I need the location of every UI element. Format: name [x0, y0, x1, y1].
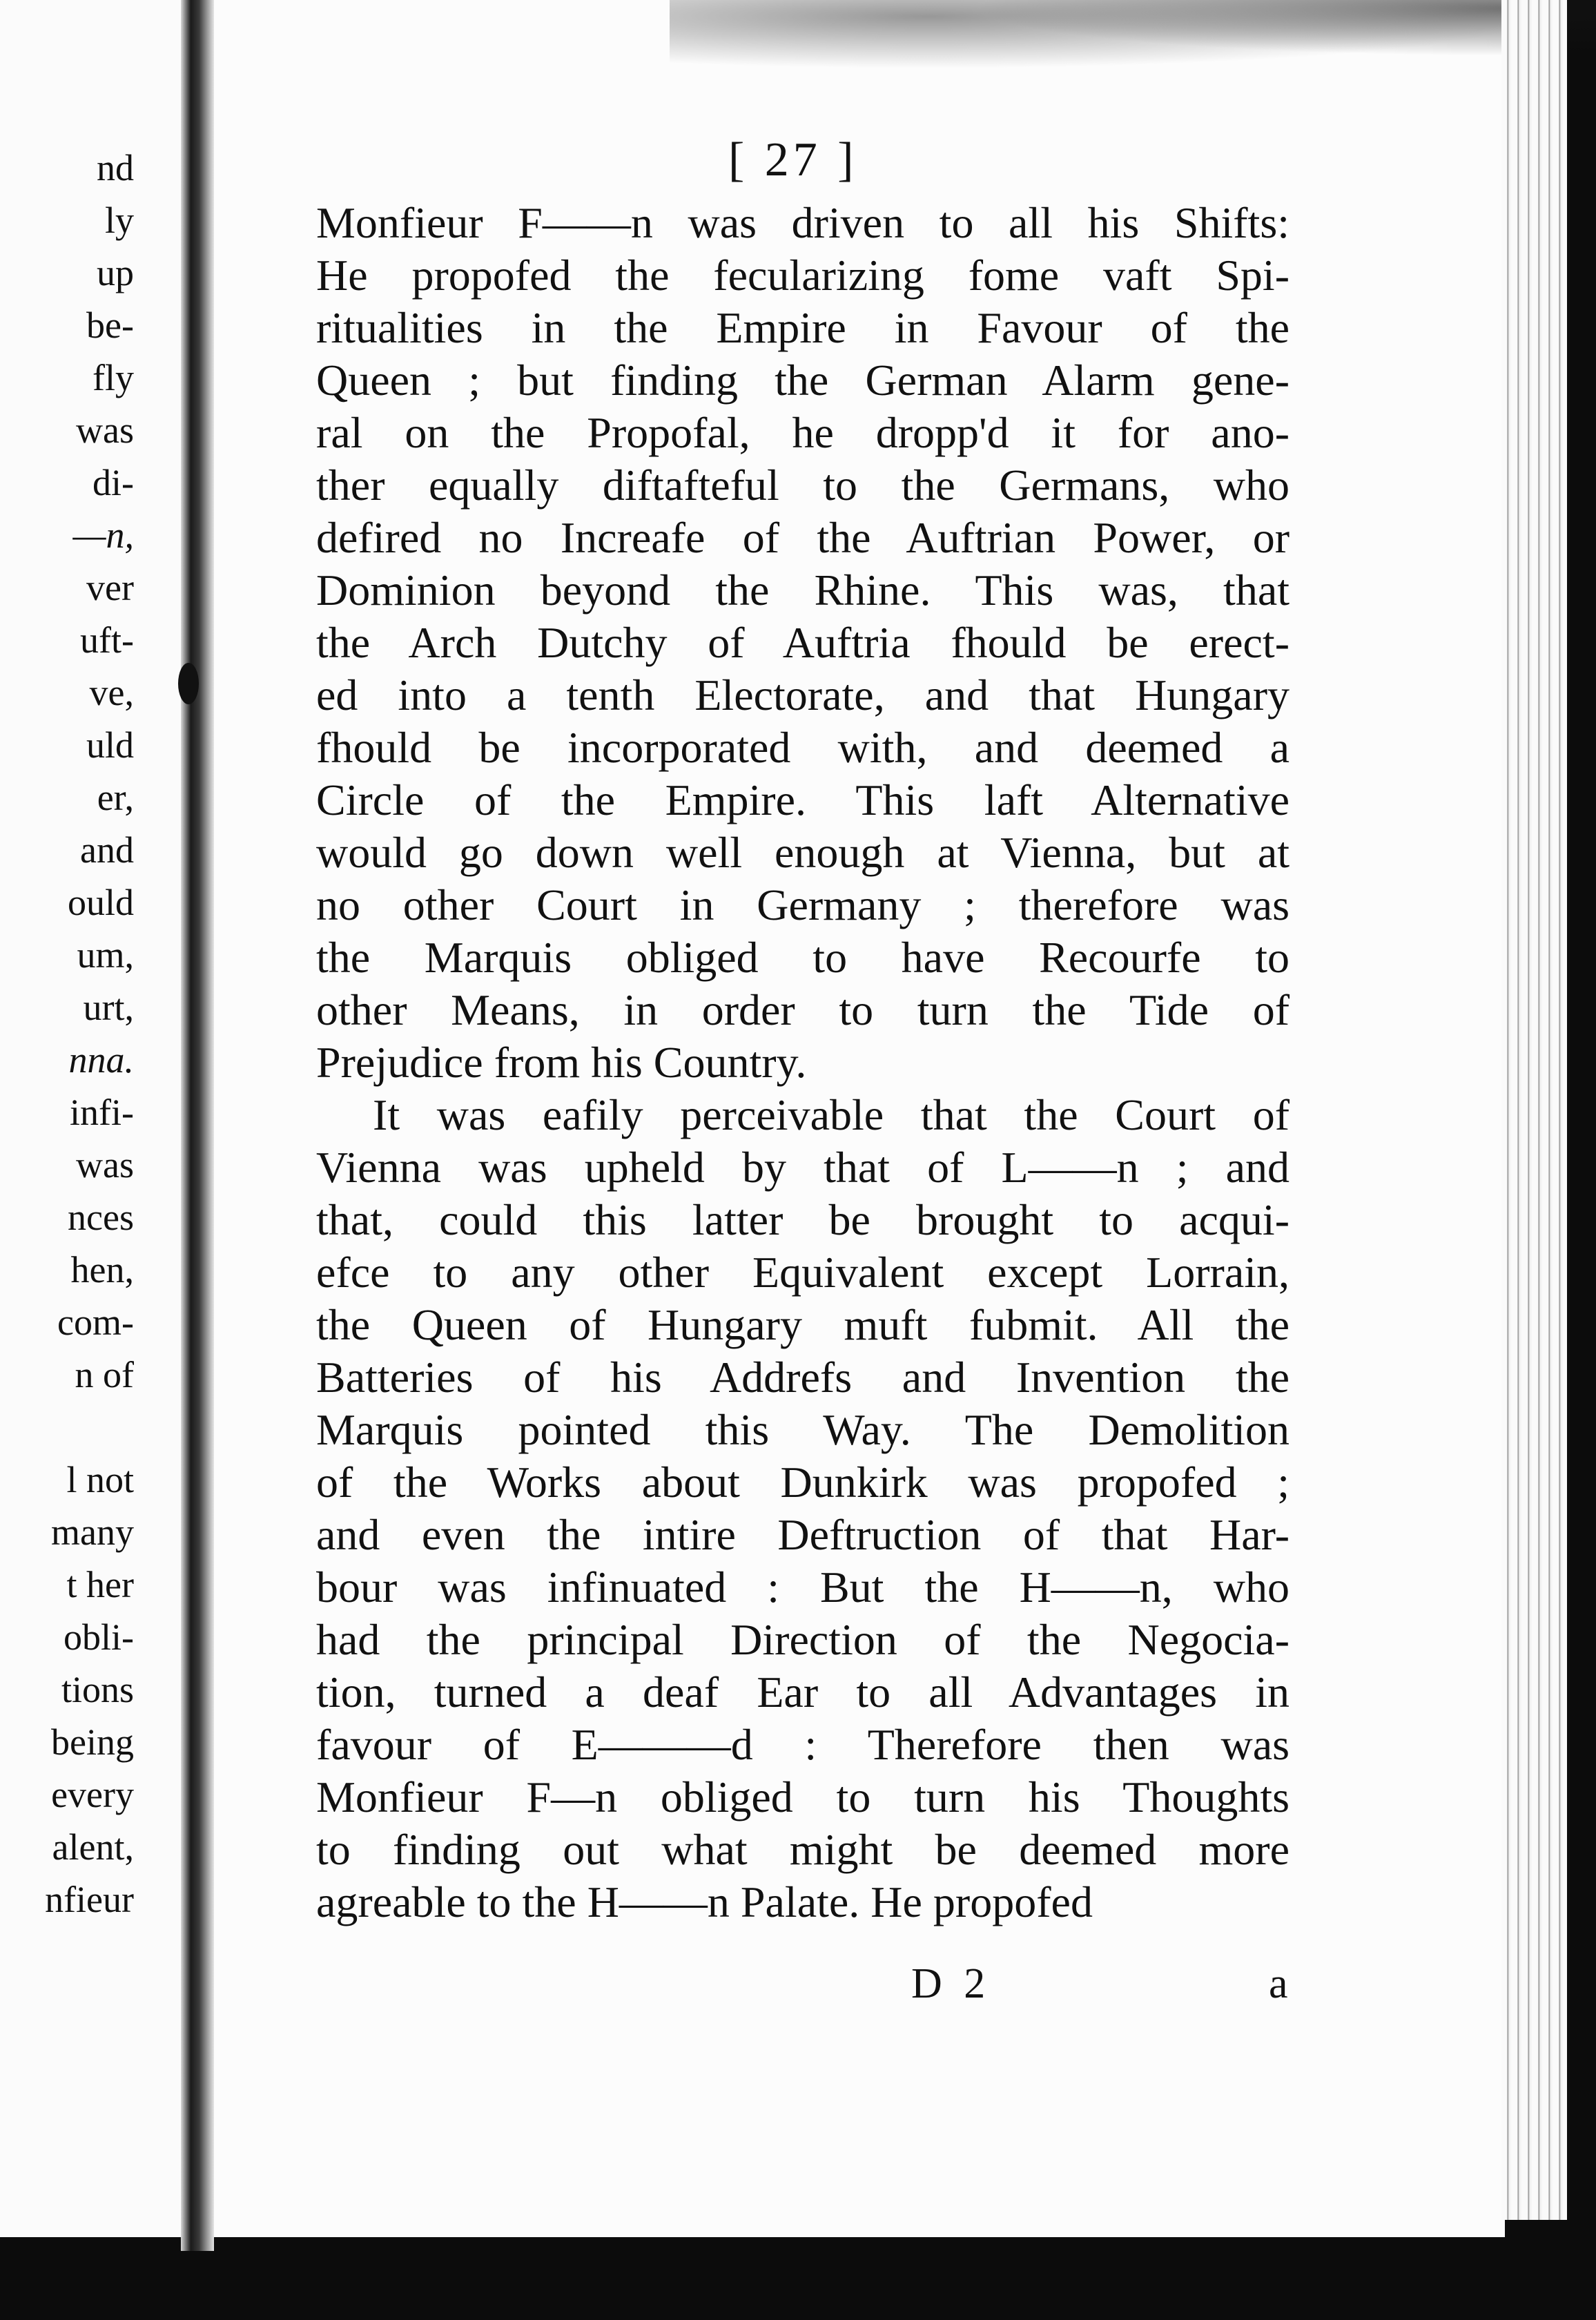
- left-page-fragment: ve,: [89, 672, 134, 713]
- top-smudge: [670, 0, 1596, 83]
- text-line: defired no Increafe of the Auftrian Power, or: [316, 513, 1290, 562]
- text-line: ral on the Propofal, he dropp'd it for ano-: [316, 408, 1290, 457]
- left-page-fragment: com-: [57, 1302, 134, 1343]
- left-page-fragment: be-: [86, 304, 134, 346]
- left-page-fragment: obli-: [64, 1616, 134, 1658]
- left-page-fragment: hen,: [70, 1249, 134, 1290]
- left-page-fragment: nd: [97, 147, 134, 188]
- page-number: [ 27 ]: [728, 133, 858, 186]
- left-page-fragment: many: [51, 1511, 134, 1553]
- left-page-fragment: alent,: [52, 1826, 134, 1868]
- left-page-fragment: tions: [61, 1669, 134, 1710]
- left-page-fragment: nfieur: [45, 1879, 134, 1920]
- text-line: the Marquis obliged to have Recourfe to: [316, 933, 1290, 982]
- catchword: a: [1269, 1960, 1288, 2007]
- text-line: He propofed the fecularizing fome vaft Spi-: [316, 251, 1290, 300]
- left-page-fragment: ould: [67, 882, 134, 923]
- left-page-fragment: urt,: [83, 987, 134, 1028]
- text-line: ritualities in the Empire in Favour of the: [316, 303, 1290, 352]
- text-line: Dominion beyond the Rhine. This was, that: [316, 566, 1290, 615]
- text-line: had the principal Direction of the Negocia-: [316, 1615, 1290, 1664]
- left-page-fragment: —n,: [72, 514, 134, 556]
- left-page-fragment: uld: [86, 724, 134, 766]
- left-page-fragment: ver: [86, 567, 134, 608]
- text-line: Prejudice from his Country.: [316, 1038, 807, 1087]
- text-line: Batteries of his Addrefs and Invention the: [316, 1353, 1290, 1402]
- left-page-fragment: nces: [68, 1197, 134, 1238]
- text-line: of the Works about Dunkirk was propofed ;: [316, 1458, 1290, 1507]
- text-line: Monfieur F——n was driven to all his Shifts:: [316, 198, 1290, 247]
- text-line: Vienna was upheld by that of L——n ; and: [316, 1143, 1290, 1192]
- left-page-fragment: uft-: [80, 619, 134, 661]
- left-page-fragment: being: [51, 1721, 134, 1763]
- left-page-fragment: infi-: [70, 1092, 134, 1133]
- left-page-fragment: di-: [93, 462, 134, 503]
- left-page-fragment: up: [97, 252, 134, 293]
- text-line: fhould be incorporated with, and deemed a: [316, 723, 1290, 772]
- page-edges: [1501, 0, 1567, 2220]
- text-line: that, could this latter be brought to acqui-: [316, 1195, 1290, 1244]
- text-line: the Arch Dutchy of Auftria fhould be erect-: [316, 618, 1290, 667]
- left-page-fragment: was: [76, 1144, 134, 1186]
- text-line: favour of E———d : Therefore then was: [316, 1720, 1290, 1769]
- text-line: tion, turned a deaf Ear to all Advantages in: [316, 1668, 1290, 1717]
- text-line: the Queen of Hungary muft fubmit. All the: [316, 1300, 1290, 1349]
- text-line: to finding out what might be deemed more: [316, 1825, 1290, 1874]
- left-page-fragment: was: [76, 409, 134, 451]
- text-line: Queen ; but finding the German Alarm gene-: [316, 356, 1290, 405]
- left-page-fragment: ly: [104, 200, 134, 241]
- text-line: would go down well enough at Vienna, but at: [316, 828, 1290, 877]
- book-gutter: [181, 0, 214, 2251]
- text-line: Monfieur F—n obliged to turn his Thoughts: [316, 1772, 1290, 1821]
- text-line: other Means, in order to turn the Tide of: [316, 985, 1290, 1034]
- left-page-fragment: n of: [75, 1354, 134, 1395]
- text-line: bour was infinuated : But the H——n, who: [316, 1563, 1290, 1612]
- text-line: and even the intire Deftruction of that Har-: [316, 1510, 1290, 1559]
- left-page-fragment: fly: [93, 357, 134, 398]
- left-page-fragment: and: [80, 829, 134, 871]
- left-page-fragment: er,: [97, 777, 134, 818]
- left-page-fragment: nna.: [68, 1039, 134, 1081]
- left-page-fragment: every: [51, 1774, 134, 1815]
- text-line: It was eafily perceivable that the Court of: [373, 1090, 1290, 1139]
- facing-left-page: [0, 0, 181, 2237]
- binding-mark: [178, 663, 199, 704]
- text-line: ed into a tenth Electorate, and that Hungary: [316, 670, 1290, 719]
- signature-mark: D 2: [911, 1960, 991, 2007]
- left-page-fragment: t her: [66, 1564, 134, 1605]
- text-line: Marquis pointed this Way. The Demolition: [316, 1405, 1290, 1454]
- text-line: efce to any other Equivalent except Lorrain,: [316, 1248, 1290, 1297]
- text-line: agreable to the H——n Palate. He propofed: [316, 1877, 1093, 1926]
- left-page-fragment: um,: [77, 934, 134, 976]
- text-line: no other Court in Germany ; therefore was: [316, 880, 1290, 929]
- left-page-fragment: l not: [66, 1459, 134, 1500]
- text-line: ther equally diftafteful to the Germans, who: [316, 461, 1290, 510]
- text-line: Circle of the Empire. This laft Alternative: [316, 775, 1290, 824]
